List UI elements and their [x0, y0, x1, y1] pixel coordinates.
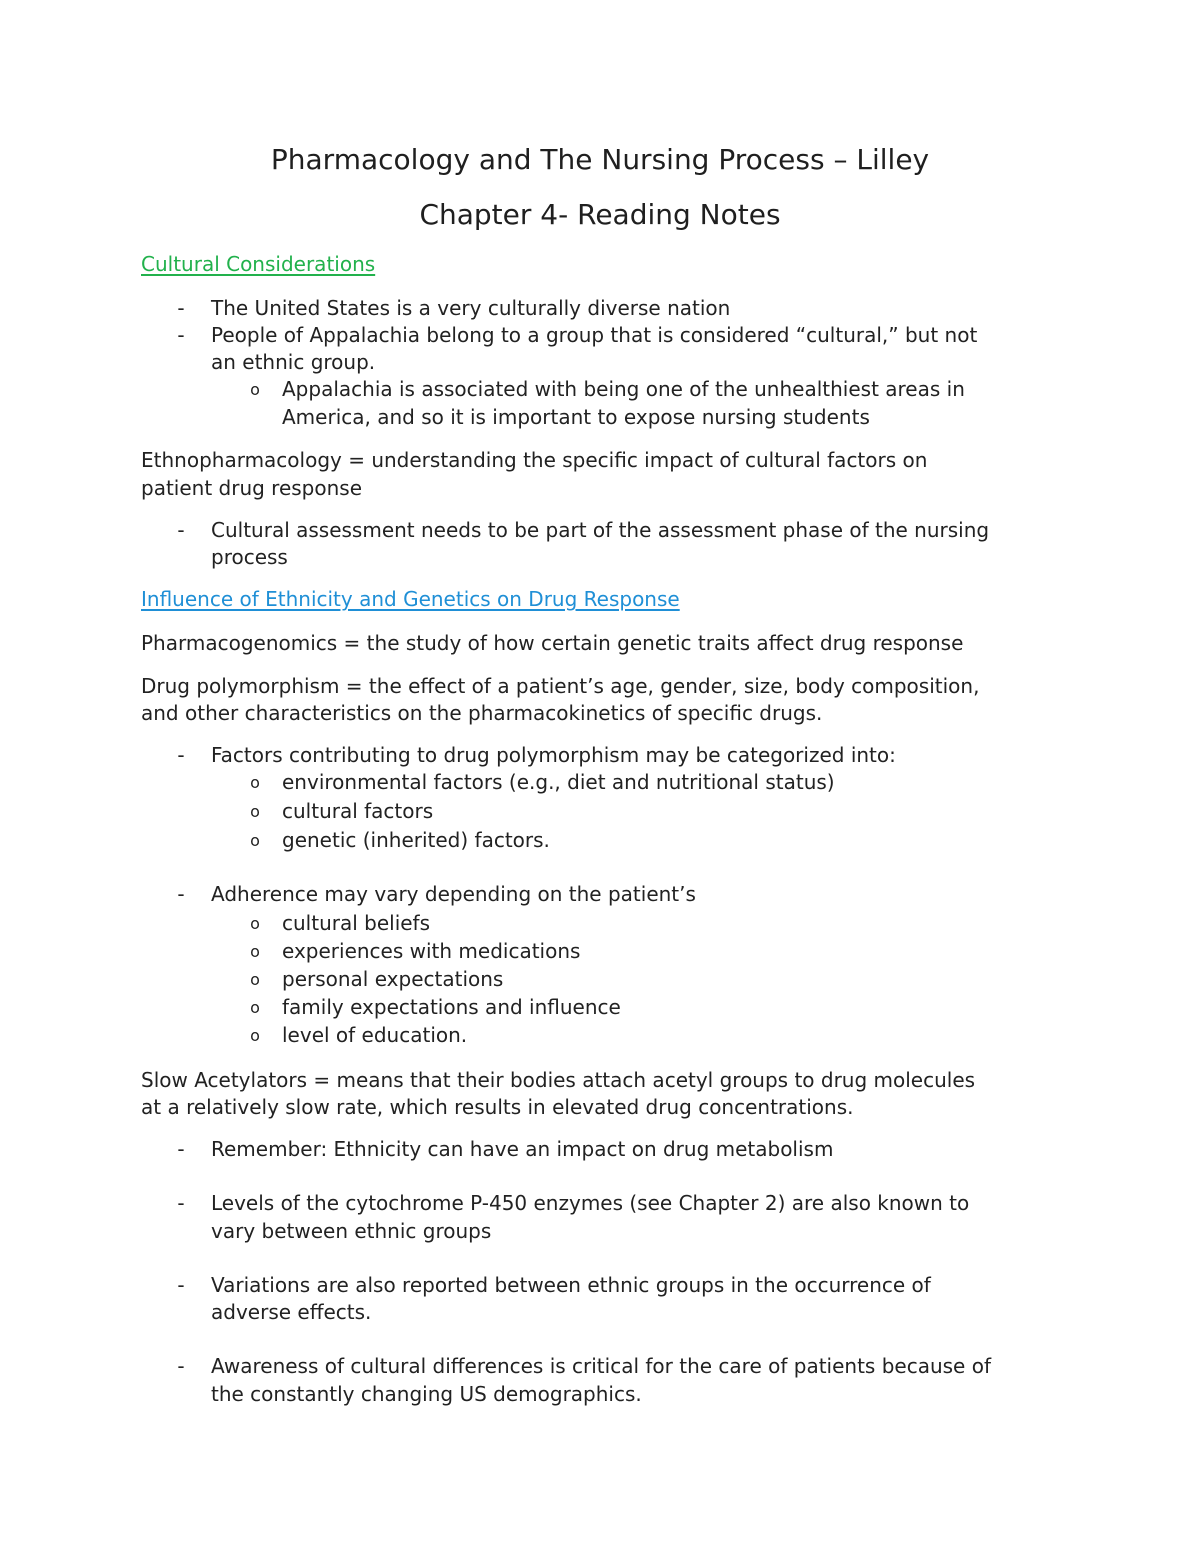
sub-bullet-text: family expectations and influence	[282, 995, 621, 1019]
dash-bullet: -	[177, 1273, 185, 1297]
sub-bullet-text: Appalachia is associated with being one of the unhealthiest areas in	[282, 377, 965, 401]
document-subtitle: Chapter 4- Reading Notes	[419, 198, 781, 231]
bullet-text-continued: the constantly changing US demographics.	[211, 1382, 642, 1406]
dash-bullet: -	[177, 743, 185, 767]
dash-bullet: -	[177, 518, 185, 542]
bullet-text: Awareness of cultural differences is critical for the care of patients because of	[211, 1354, 991, 1378]
sub-bullet-marker: o	[250, 998, 260, 1017]
definition-slow-acetylators: Slow Acetylators = means that their bodies attach acetyl groups to drug molecules	[141, 1068, 976, 1092]
sub-bullet-text: cultural factors	[282, 799, 434, 823]
bullet-text: Remember: Ethnicity can have an impact on drug metabolism	[211, 1137, 834, 1161]
sub-bullet-text-continued: America, and so it is important to expose nursing students	[282, 405, 870, 429]
sub-bullet-marker: o	[250, 773, 260, 792]
sub-bullet-text: genetic (inherited) factors.	[282, 828, 550, 852]
bullet-text: Levels of the cytochrome P-450 enzymes (see Chapter 2) are also known to	[211, 1191, 970, 1215]
bullet-text: The United States is a very culturally diverse nation	[211, 296, 731, 320]
definition-ethnopharmacology: Ethnopharmacology = understanding the specific impact of cultural factors on	[141, 448, 928, 472]
bullet-text: People of Appalachia belong to a group that is considered “cultural,” but not	[211, 323, 978, 347]
bullet-text: Factors contributing to drug polymorphism may be categorized into:	[211, 743, 896, 767]
definition-drug-polymorphism-continued: and other characteristics on the pharmacokinetics of specific drugs.	[141, 701, 823, 725]
dash-bullet: -	[177, 323, 185, 347]
dash-bullet: -	[177, 1191, 185, 1215]
sub-bullet-text: cultural beliefs	[282, 911, 431, 935]
sub-bullet-marker: o	[250, 831, 260, 850]
sub-bullet-text: personal expectations	[282, 967, 504, 991]
section-heading-cultural-considerations: Cultural Considerations	[141, 252, 376, 276]
bullet-text-continued: adverse effects.	[211, 1300, 372, 1324]
sub-bullet-marker: o	[250, 914, 260, 933]
bullet-text-continued: vary between ethnic groups	[211, 1219, 492, 1243]
bullet-text-continued: process	[211, 545, 288, 569]
bullet-text-continued: an ethnic group.	[211, 350, 376, 374]
bullet-text: Variations are also reported between ethnic groups in the occurrence of	[211, 1273, 931, 1297]
dash-bullet: -	[177, 296, 185, 320]
sub-bullet-marker: o	[250, 802, 260, 821]
definition-ethnopharmacology-continued: patient drug response	[141, 476, 363, 500]
bullet-text: Adherence may vary depending on the patient’s	[211, 882, 696, 906]
definition-pharmacogenomics: Pharmacogenomics = the study of how certain genetic traits affect drug response	[141, 631, 964, 655]
sub-bullet-marker: o	[250, 970, 260, 989]
dash-bullet: -	[177, 1137, 185, 1161]
sub-bullet-marker: o	[250, 380, 260, 399]
section-heading-ethnicity-genetics: Influence of Ethnicity and Genetics on Drug Response	[141, 587, 680, 611]
sub-bullet-marker: o	[250, 942, 260, 961]
sub-bullet-text: experiences with medications	[282, 939, 581, 963]
sub-bullet-marker: o	[250, 1026, 260, 1045]
dash-bullet: -	[177, 1354, 185, 1378]
bullet-text: Cultural assessment needs to be part of the assessment phase of the nursing	[211, 518, 990, 542]
sub-bullet-text: level of education.	[282, 1023, 468, 1047]
definition-drug-polymorphism: Drug polymorphism = the effect of a patient’s age, gender, size, body composition,	[141, 674, 980, 698]
sub-bullet-text: environmental factors (e.g., diet and nutritional status)	[282, 770, 835, 794]
dash-bullet: -	[177, 882, 185, 906]
definition-slow-acetylators-continued: at a relatively slow rate, which results in elevated drug concentrations.	[141, 1095, 854, 1119]
document-title: Pharmacology and The Nursing Process – Lilley	[270, 143, 930, 176]
